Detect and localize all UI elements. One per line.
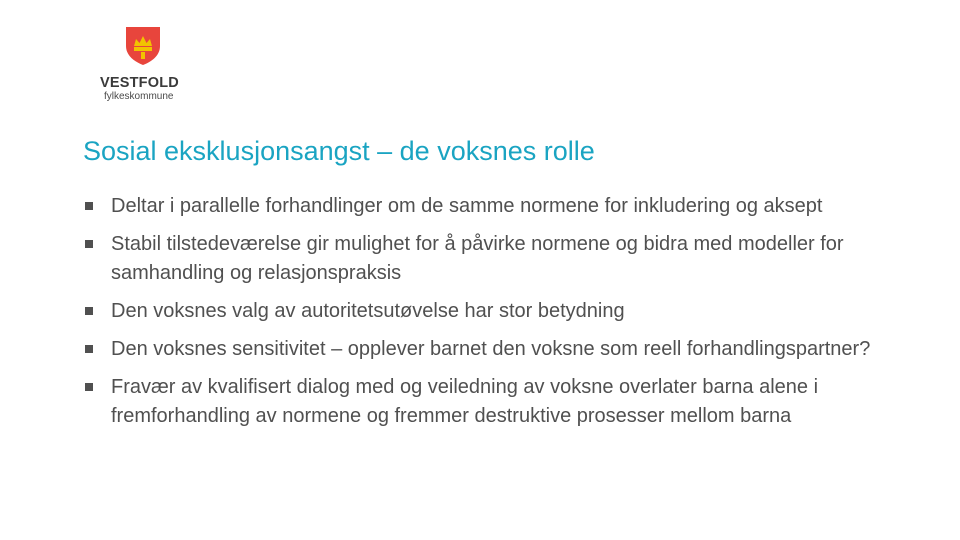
- bullet-text: Den voksnes valg av autoritetsutøvelse har stor betydning: [111, 300, 625, 322]
- coat-of-arms-icon: [125, 26, 161, 66]
- slide-title: Sosial eksklusjonsangst – de voksnes rolle: [83, 136, 595, 166]
- bullet-text: Stabil tilstedeværelse gir mulighet for å påvirke normene og bidra med modeller for samhandling og relasjonspraksis: [111, 233, 844, 284]
- logo-name: VESTFOLD: [100, 75, 179, 91]
- bullet-text: Deltar i parallelle forhandlinger om de samme normene for inkludering og aksept: [111, 195, 823, 217]
- square-bullet-icon: [85, 240, 93, 248]
- square-bullet-icon: [85, 383, 93, 391]
- square-bullet-icon: [85, 202, 93, 210]
- bullet-list: [83, 192, 913, 440]
- bullet-text: Fravær av kvalifisert dialog med og veiledning av voksne overlater barna alene i fremforhandling av normene og fremmer destruktive prosesser mellom barna: [111, 376, 819, 427]
- bullet-item: [83, 192, 913, 221]
- square-bullet-icon: [85, 345, 93, 353]
- bullet-item: [83, 230, 913, 288]
- bullet-item: [83, 373, 913, 431]
- bullet-item: [83, 335, 913, 364]
- logo-subtitle: fylkeskommune: [104, 91, 174, 102]
- bullet-item: [83, 297, 913, 326]
- vestfold-logo: [92, 12, 202, 112]
- bullet-text: Den voksnes sensitivitet – opplever barnet den voksne som reell forhandlingspartner?: [111, 338, 871, 360]
- square-bullet-icon: [85, 307, 93, 315]
